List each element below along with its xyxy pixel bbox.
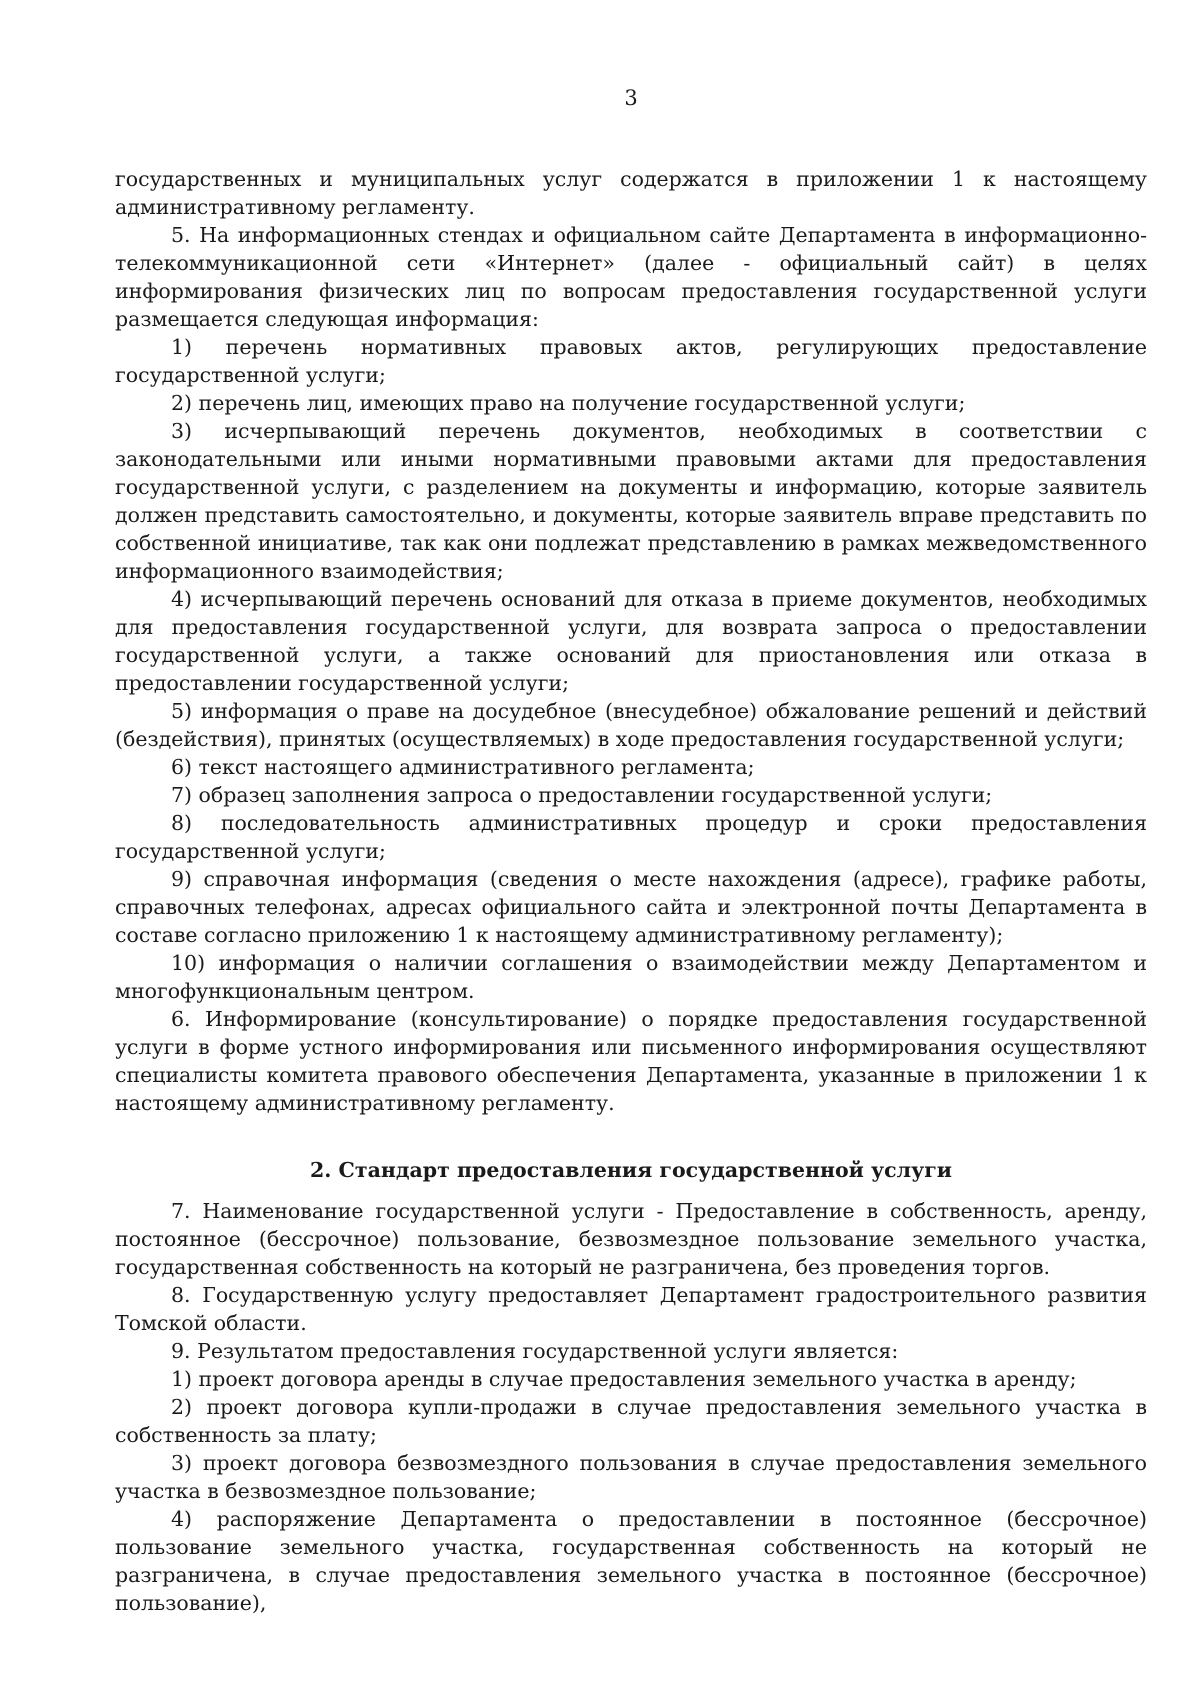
list-item-5-10: 10) информация о наличии соглашения о взаимодействии между Департаментом и многофункциональным центром. — [115, 951, 1147, 1003]
paragraph-item-6: 6. Информирование (консультирование) о порядке предоставления государственной услуги в форме устного информирования или письменного информирования осуществляют специалисты комитета правового обеспечения Департамента, указанные в приложении 1 к настоящему административному регламенту. — [115, 1007, 1147, 1115]
list-item-9-3: 3) проект договора безвозмездного пользования в случае предоставления земельного участка в безвозмездное пользование; — [115, 1451, 1147, 1503]
page-number: 3 — [624, 86, 638, 110]
paragraph-item-8: 8. Государственную услугу предоставляет Департамент градостроительного развития Томской области. — [115, 1283, 1147, 1335]
paragraph-continuation: государственных и муниципальных услуг содержатся в приложении 1 к настоящему административному регламенту. — [115, 167, 1147, 219]
list-item-5-3: 3) исчерпывающий перечень документов, необходимых в соответствии с законодательными или иными нормативными правовыми актами для предоставления государственной услуги, с разделением на документы и информацию, которые заявитель должен представить самостоятельно, и документы, которые заявитель вправе представить по собственной инициативе, так как они подлежат представлению в рамках межведомственного информационного взаимодействия; — [115, 419, 1147, 583]
paragraph-item-7: 7. Наименование государственной услуги - Предоставление в собственность, аренду, постоянное (бессрочное) пользование, безвозмездное пользование земельного участка, государственная собственность на который не разграничена, без проведения торгов. — [115, 1199, 1147, 1279]
list-item-5-2: 2) перечень лиц, имеющих право на получение государственной услуги; — [171, 391, 966, 415]
paragraph-item-5: 5. На информационных стендах и официальном сайте Департамента в информационно-телекоммуникационной сети «Интернет» (далее - официальный сайт) в целях информирования физических лиц по вопросам предоставления государственной услуги размещается следующая информация: — [115, 223, 1147, 331]
list-item-5-5: 5) информация о праве на досудебное (внесудебное) обжалование решений и действий (бездействия), принятых (осуществляемых) в ходе предоставления государственной услуги; — [115, 699, 1147, 751]
list-item-5-1: 1) перечень нормативных правовых актов, регулирующих предоставление государственной услуги; — [115, 335, 1147, 387]
list-item-5-9: 9) справочная информация (сведения о месте нахождения (адресе), графике работы, справочных телефонах, адресах официального сайта и электронной почты Департамента в составе согласно приложению 1 к настоящему административному регламенту); — [115, 867, 1147, 947]
list-item-9-1: 1) проект договора аренды в случае предоставления земельного участка в аренду; — [171, 1367, 1077, 1391]
list-item-5-8: 8) последовательность административных процедур и сроки предоставления государственной услуги; — [115, 811, 1147, 863]
paragraph-item-9: 9. Результатом предоставления государственной услуги является: — [171, 1339, 899, 1363]
list-item-5-4: 4) исчерпывающий перечень оснований для отказа в приеме документов, необходимых для предоставления государственной услуги, для возврата запроса о предоставлении государственной услуги, а также оснований для приостановления или отказа в предоставлении государственной услуги; — [115, 587, 1147, 695]
list-item-5-7: 7) образец заполнения запроса о предоставлении государственной услуги; — [171, 783, 993, 807]
section-heading: 2. Стандарт предоставления государственной услуги — [310, 1158, 952, 1182]
list-item-9-2: 2) проект договора купли-продажи в случае предоставления земельного участка в собственность за плату; — [115, 1395, 1147, 1447]
list-item-5-6: 6) текст настоящего административного регламента; — [171, 755, 755, 779]
section-2-text-block — [115, 1197, 1147, 1617]
regulation-text-block — [115, 165, 1147, 1117]
list-item-9-4: 4) распоряжение Департамента о предоставлении в постоянное (бессрочное) пользование земельного участка, государственная собственность на который не разграничена, в случае предоставления земельного участка в постоянное (бессрочное) пользование), — [115, 1507, 1147, 1615]
